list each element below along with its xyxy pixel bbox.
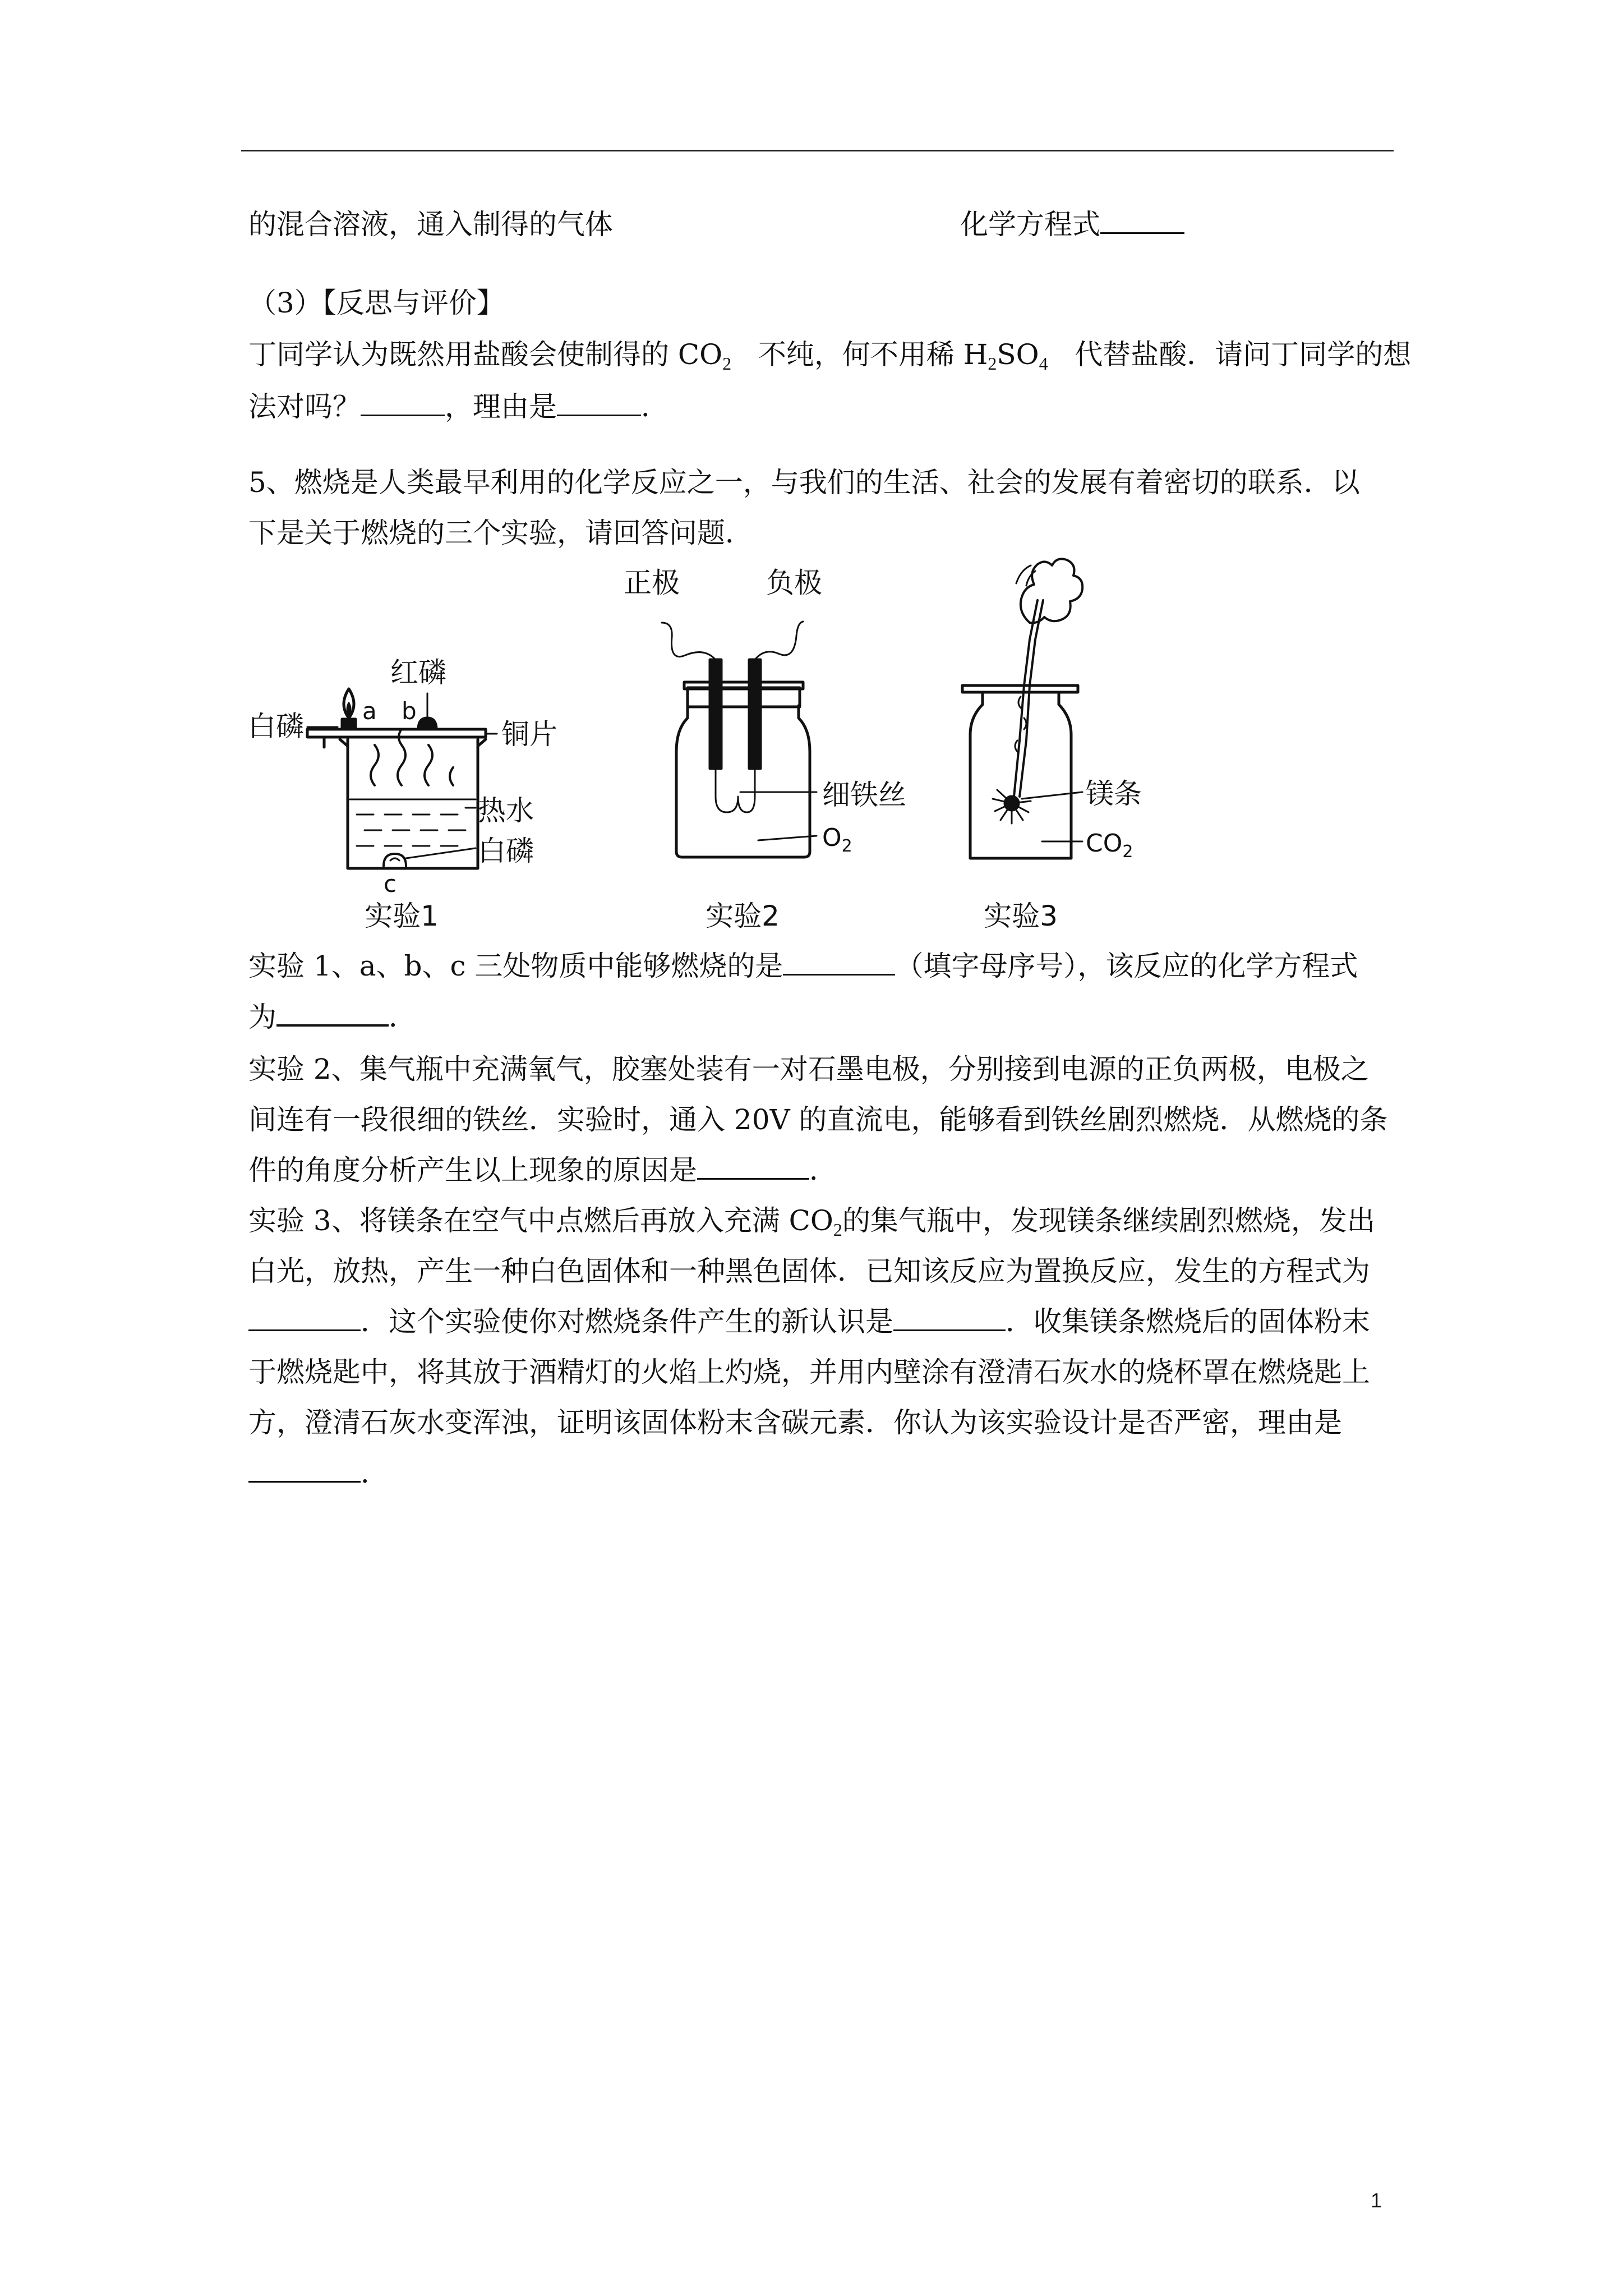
answer-blank[interactable] [248, 1456, 361, 1483]
continuation-right: 化学方程式 [960, 208, 1184, 241]
exp1-label-a: a [362, 697, 377, 725]
exp1-caption: 实验1 [365, 900, 439, 932]
exp1-red-phosphorus-label: 红磷 [390, 656, 446, 689]
q5-exp3-line1: 实验 3、将镁条在空气中点燃后再放入充满 $CO_2$的集气瓶中，发现镁条继续剧烈燃烧，发出 [248, 1204, 1375, 1240]
page-number: 1 [1371, 2189, 1382, 2212]
q5-exp2-line2: 间连有一段很细的铁丝．实验时，通入 20V 的直流电，能够看到铁丝剧烈燃烧．从燃烧的条 [248, 1103, 1388, 1136]
q5-exp3-line4: 于燃烧匙中，将其放于酒精灯的火焰上灼烧，并用内壁涂有澄清石灰水的烧杯罩在燃烧匙上 [248, 1356, 1370, 1388]
answer-blank[interactable] [783, 949, 895, 976]
q5-exp1-line2: 为 ． [248, 1001, 417, 1033]
section3-heading: （3）【反思与评价】 [248, 287, 505, 319]
q5-exp3-line3: ．这个实验使你对燃烧条件产生的新认识是 ．收集镁条燃烧后的固体粉末 [248, 1305, 1370, 1338]
q5-exp1-line1: 实验 1、a、b、c 三处物质中能够燃烧的是 （填字母序号），该反应的化学方程式 [248, 950, 1358, 982]
exp2-apparatus [662, 622, 817, 857]
exp3-mg-label: 镁条 [1086, 777, 1142, 810]
section3-line2: 法对吗？ ，理由是 ． [248, 390, 669, 423]
exp2-negative-label: 负极 [766, 567, 822, 599]
answer-blank[interactable] [697, 1153, 809, 1180]
q5-exp3-line2: 白光，放热，产生一种白色固体和一种黑色固体．已知该反应为置换反应，发生的方程式为 [248, 1255, 1370, 1287]
section3-line1: 丁同学认为既然用盐酸会使制得的 $CO_2$ 不纯，何不用稀 $H_2SO_4$ 代替盐酸．请问丁同学的想 [248, 338, 1412, 374]
q5-exp2-line3: 件的角度分析产生以上现象的原因是 ． [248, 1154, 837, 1186]
exp1-hot-water-label: 热水 [478, 794, 534, 827]
exp3-apparatus [962, 559, 1082, 858]
exp2-positive-label: 正极 [624, 567, 680, 599]
exp2-iron-wire-label: 细铁丝 [822, 779, 906, 811]
exp3-co2-label: $CO_2$ [1086, 829, 1133, 862]
q5-exp3-line6: ． [248, 1456, 389, 1490]
answer-blank[interactable] [276, 1000, 389, 1027]
continuation-left: 的混合溶液，通入制得的气体 [248, 208, 613, 241]
exp1-white-phosphorus-label: 白磷 [248, 710, 304, 743]
exp3-caption: 实验3 [984, 900, 1058, 932]
q5-exp2-line1: 实验 2、集气瓶中充满氧气，胶塞处装有一对石墨电极，分别接到电源的正负两极，电极之 [248, 1053, 1369, 1085]
exp1-label-c: c [384, 870, 397, 898]
exp1-white-phosphorus-bottom-label: 白磷 [478, 835, 534, 867]
exp1-label-b: b [402, 697, 417, 725]
q5-intro-line2: 下是关于燃烧的三个实验，请回答问题． [248, 517, 753, 549]
q5-intro-line1: 5、燃烧是人类最早利用的化学反应之一，与我们的生活、社会的发展有着密切的联系．以 [248, 466, 1360, 499]
answer-blank[interactable] [893, 1305, 1006, 1331]
exp1-copper-label: 铜片 [501, 718, 557, 751]
answer-blank[interactable] [248, 1305, 361, 1331]
q5-exp3-line5: 方，澄清石灰水变浑浊，证明该固体粉末含碳元素．你认为该实验设计是否严密，理由是 [248, 1406, 1342, 1439]
exp2-caption: 实验2 [706, 900, 780, 932]
exp2-o2-label: $O_2$ [822, 823, 852, 856]
